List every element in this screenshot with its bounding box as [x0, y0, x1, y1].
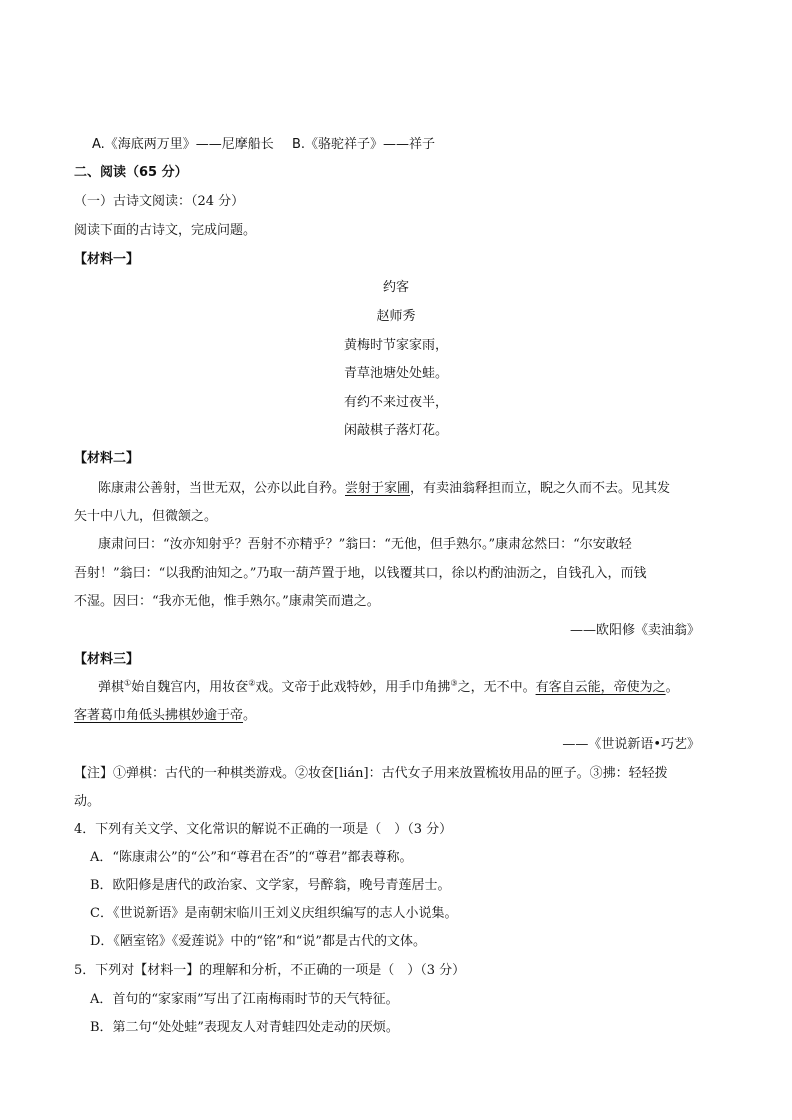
poem-title: 约客 — [382, 280, 409, 295]
material-2-paragraph-1-line-2: 矢十中八九，但微颔之。 — [74, 509, 218, 524]
question-4-option-a: A．“陈康肃公”的“公”和“尊君在否”的“尊君”都表尊称。 — [90, 850, 413, 865]
section-subtitle: （一）古诗文阅读：（24 分） — [74, 194, 245, 209]
poem-author: 赵师秀 — [376, 309, 416, 324]
footnote-marker: ① — [124, 678, 132, 688]
question-4-option-d: D．《陋室铭》《爱莲说》中的“铭”和“说”都是古代的文体。 — [90, 934, 427, 949]
underlined-sentence: 有客自云能，帝使为之 — [535, 680, 666, 695]
option-a-top: A.《海底两万里》——尼摩船长 — [92, 137, 274, 152]
material-3-line-1 — [98, 680, 679, 696]
poem-line: 青草池塘处处蛙。 — [343, 366, 448, 381]
poem-line: 黄梅时节家家雨， — [343, 338, 448, 353]
note-line-1: 【注】①弹棋：古代的一种棋类游戏。②妆奁[lián]：古代女子用来放置梳妆用品的匣子。③拂：轻轻拨 — [74, 766, 668, 781]
underlined-sentence: 尝射于家圃 — [345, 481, 411, 496]
underlined-sentence: 客著葛巾角低头拂棋妙逾于帝 — [74, 708, 244, 723]
text-segment: 始自魏宫内，用妆奁 — [131, 680, 249, 695]
footnote-marker: ③ — [450, 678, 458, 688]
material-3-source: ——《世说新语•巧艺》 — [562, 737, 700, 752]
material-2-paragraph-2-line-2: 吾射！”翁曰：“以我酌油知之。”乃取一葫芦置于地，以钱覆其口，徐以杓酌油沥之，自钱孔入，而钱 — [74, 566, 647, 581]
text-segment: 之，无不中。 — [457, 680, 536, 695]
material-3-line-2 — [74, 708, 256, 724]
text-segment: 戏。文帝于此戏特妙，用手巾角拂 — [255, 680, 451, 695]
material-2-paragraph-1-line-1 — [98, 481, 670, 497]
text-segment: 弹棋 — [98, 680, 125, 695]
material-2-source: ——欧阳修《卖油翁》 — [569, 623, 700, 638]
question-4-option-c: C．《世说新语》是南朝宋临川王刘义庆组织编写的志人小说集。 — [90, 906, 458, 921]
section-instruction: 阅读下面的古诗文，完成问题。 — [74, 223, 257, 238]
note-line-2: 动。 — [74, 794, 101, 809]
poem-line: 闲敲棋子落灯花。 — [343, 423, 448, 438]
material-2-paragraph-2-line-3: 不湿。因曰：“我亦无他，惟手熟尔。”康肃笑而遣之。 — [74, 594, 380, 609]
option-b-top: B.《骆驼祥子》——祥子 — [292, 137, 436, 152]
footnote-marker: ② — [248, 678, 256, 688]
section-title: 二、阅读（65 分） — [74, 165, 188, 180]
material-2-label: 【材料二】 — [74, 451, 140, 466]
text-segment: 。 — [243, 708, 257, 723]
poem-line: 有约不来过夜半， — [343, 395, 448, 410]
question-5-option-a: A．首句的“家家雨”写出了江南梅雨时节的天气特征。 — [90, 992, 399, 1007]
text-segment: ，有卖油翁释担而立，睨之久而不去。见其发 — [410, 481, 671, 496]
text-segment: 陈康肃公善射，当世无双，公亦以此自矜。 — [98, 481, 346, 496]
question-5-stem: 5．下列对【材料一】的理解和分析，不正确的一项是（ ）（3 分） — [74, 963, 466, 978]
material-3-label: 【材料三】 — [74, 652, 140, 667]
question-4-option-b: B．欧阳修是唐代的政治家、文学家，号醉翁，晚号青莲居士。 — [90, 878, 451, 893]
text-segment: 。 — [665, 680, 679, 695]
material-2-paragraph-2-line-1: 康肃问曰：“汝亦知射乎？吾射不亦精乎？”翁曰：“无他，但手熟尔。”康肃忿然曰：“尔安敢轻 — [98, 537, 632, 552]
question-5-option-b: B．第二句“处处蛙”表现友人对青蛙四处走动的厌烦。 — [90, 1020, 399, 1035]
material-1-label: 【材料一】 — [74, 252, 140, 267]
question-4-stem: 4．下列有关文学、文化常识的解说不正确的一项是（ ）（3 分） — [74, 822, 453, 837]
